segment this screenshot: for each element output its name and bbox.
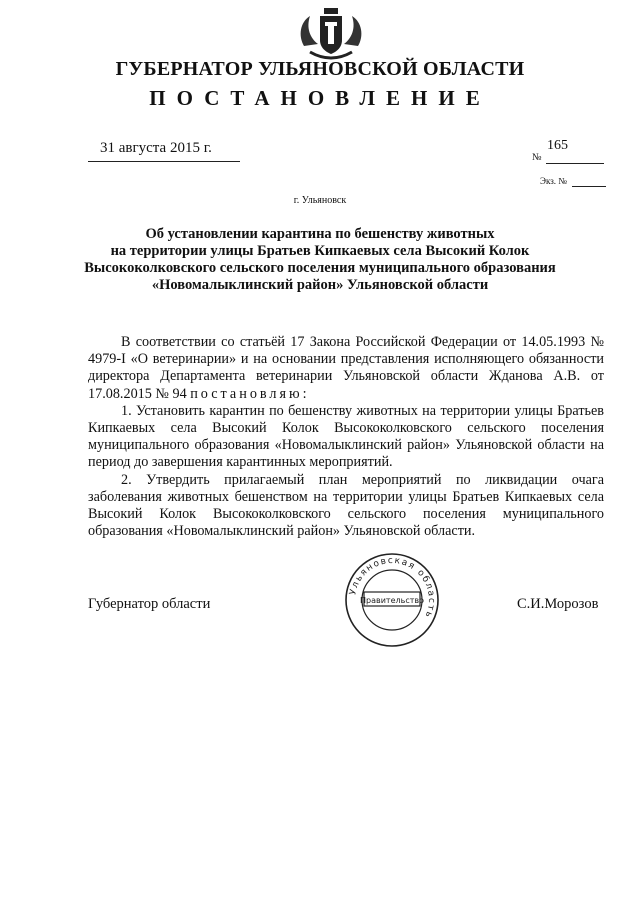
number-sign: № xyxy=(532,152,542,163)
item-1-paragraph: 1. Установить карантин по бешенству животных на территории улицы Братьев Кипкаевых села Высокий Колок Высококолковского сельского поселения муниципального образования «Новомалыклинский район» Ульяновской области на период до завершения карантинных мероприятий. xyxy=(88,402,604,471)
title-line: «Новомалыклинский район» Ульяновской области xyxy=(151,277,489,293)
intro-paragraph xyxy=(88,334,604,403)
document-number: 165 xyxy=(547,138,568,153)
intro-text: В соответствии со статьёй 17 Закона Российской Федерации от 14.05.1993 № 4979-I «О ветеринарии» и на основании представления исполняющего обязанности директора Департамента ветеринарии Ульяновской области Жданова А.В. от 17.08.2015 № 94 xyxy=(88,334,604,402)
document-body xyxy=(88,334,604,540)
title-line: на территории улицы Братьев Кипкаевых села Высокий Колок xyxy=(110,243,530,259)
copy-number-label: Экз. № xyxy=(540,176,567,186)
official-seal-icon xyxy=(344,552,440,648)
date-underline xyxy=(88,161,240,162)
signatory-name: С.И.Морозов xyxy=(517,596,599,612)
signatory-position: Губернатор области xyxy=(88,596,211,612)
coat-of-arms-icon xyxy=(296,6,366,66)
document-date: 31 августа 2015 г. xyxy=(100,140,212,156)
document-type-heading: ПОСТАНОВЛЕНИЕ xyxy=(149,86,491,110)
city-label: г. Ульяновск xyxy=(293,195,347,206)
title-line: Об установлении карантина по бешенству животных xyxy=(145,226,495,242)
seal-ring-text: Ульяновская область xyxy=(348,555,437,620)
seal-center-text: Правительство xyxy=(360,596,424,605)
issuer-heading: ГУБЕРНАТОР УЛЬЯНОВСКОЙ ОБЛАСТИ xyxy=(115,58,525,80)
item-2-paragraph: 2. Утвердить прилагаемый план мероприятий по ликвидации очага заболевания животных бешенством на территории улицы Братьев Кипкаевых села Высокий Колок Высококолковского сельского поселения муниципального образования «Новомалыклинский район» Ульяновской области. xyxy=(88,471,604,540)
title-line: Высококолковского сельского поселения муниципального образования xyxy=(84,260,556,276)
resolve-word: постановляю: xyxy=(190,385,310,402)
document-title xyxy=(80,226,560,294)
number-underline xyxy=(546,163,604,164)
copy-number-underline xyxy=(572,186,606,187)
